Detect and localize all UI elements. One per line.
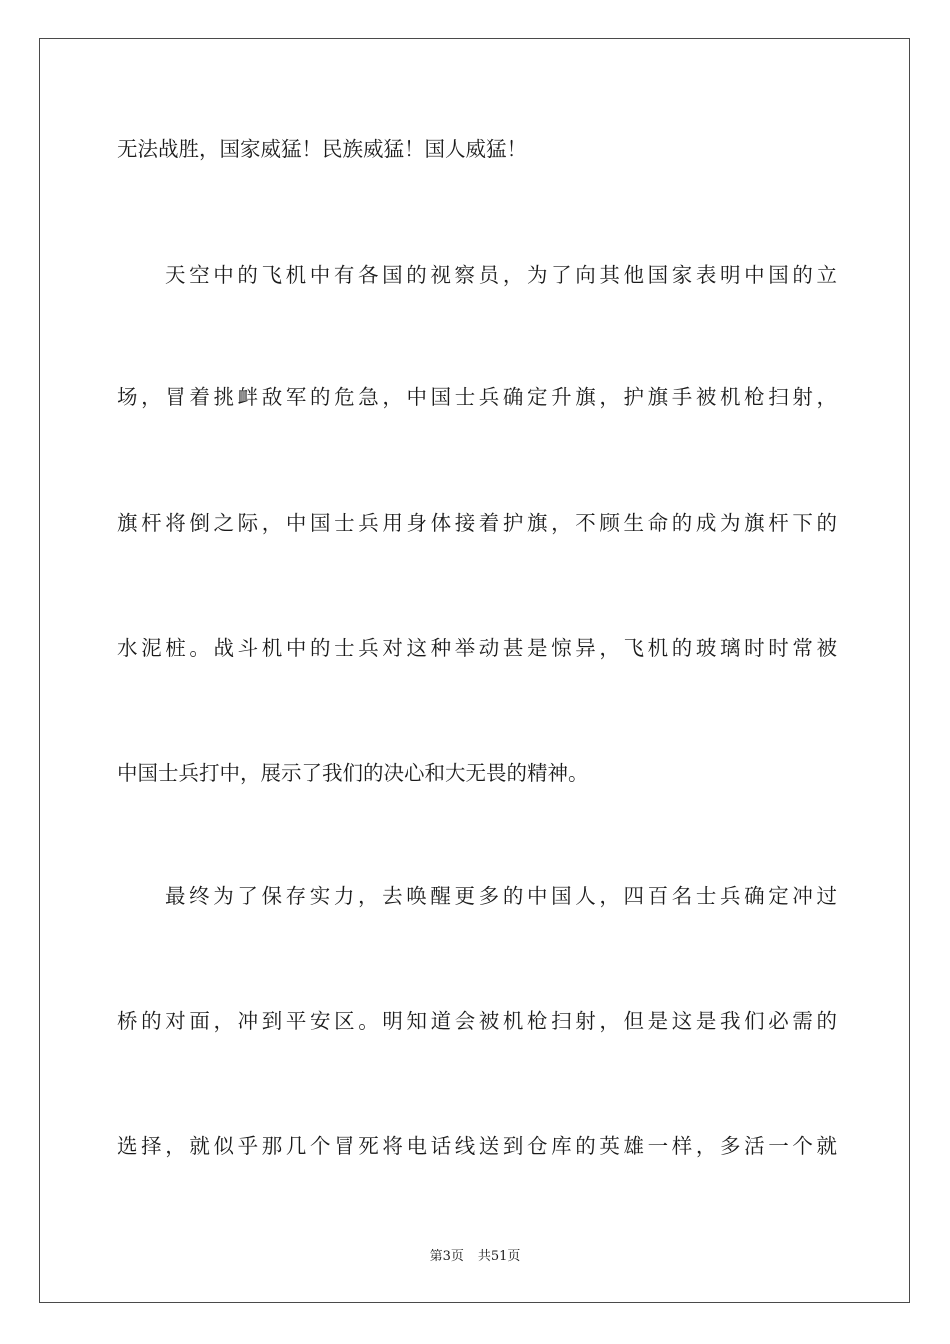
text-line: 桥的对面，冲到平安区。明知道会被机枪扫射，但是这是我们必需的 <box>117 1009 837 1033</box>
text-line: 水泥桩。战斗机中的士兵对这种举动甚是惊异，飞机的玻璃时时常被 <box>117 636 837 660</box>
page-footer <box>0 1248 950 1266</box>
text-line: 无法战胜，国家威猛！民族威猛！国人威猛！ <box>117 137 527 161</box>
paragraph-start-line: 天空中的飞机中有各国的视察员，为了向其他国家表明中国的立 <box>165 263 837 287</box>
paragraph-start-line: 最终为了保存实力，去唤醒更多的中国人，四百名士兵确定冲过 <box>165 884 837 908</box>
text-line: 旗杆将倒之际，中国士兵用身体接着护旗，不顾生命的成为旗杆下的 <box>117 511 837 535</box>
text-line: 中国士兵打中，展示了我们的决心和大无畏的精神。 <box>117 761 589 785</box>
page-number: 第3页 <box>429 1249 464 1264</box>
page-border <box>39 38 910 1303</box>
text-line: 场，冒着挑衅敌军的危急，中国士兵确定升旗，护旗手被机枪扫射， <box>117 385 837 409</box>
text-line: 选择，就似乎那几个冒死将电话线送到仓库的英雄一样，多活一个就 <box>117 1134 837 1158</box>
page-total: 共51页 <box>477 1249 521 1264</box>
